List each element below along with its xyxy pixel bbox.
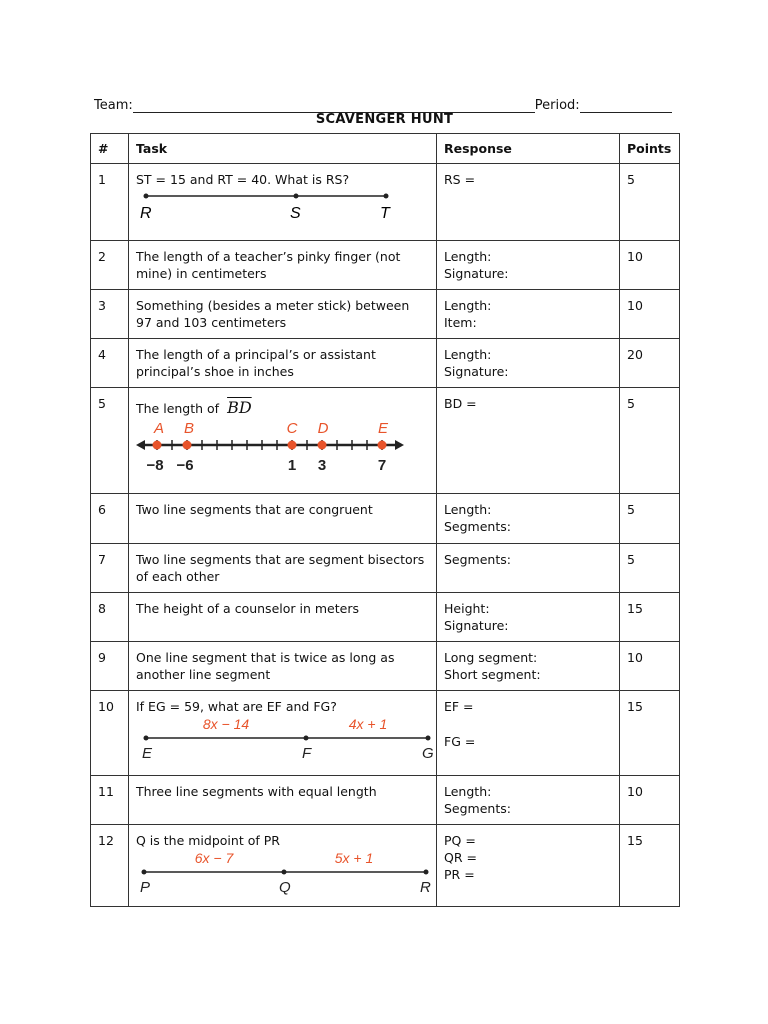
- row-number: 9: [91, 642, 129, 691]
- table-row: [91, 544, 680, 593]
- points-cell: 10: [620, 642, 680, 691]
- task-text: Two line segments that are congruent: [129, 494, 437, 544]
- task-text: If EG = 59, what are EF and FG?: [136, 699, 337, 714]
- response-cell[interactable]: [437, 593, 620, 642]
- row-number: 4: [91, 339, 129, 388]
- response-cell[interactable]: [437, 164, 620, 241]
- period-input-line[interactable]: [580, 98, 672, 113]
- point-label-p: P: [140, 879, 151, 895]
- response-cell[interactable]: [437, 825, 620, 907]
- segment-bd-symbol: $\overline{BD}$: [227, 398, 252, 417]
- table-row: [91, 388, 680, 494]
- points-cell: 15: [620, 691, 680, 776]
- response-label: Signature:: [444, 266, 509, 281]
- response-label: RS =: [444, 172, 476, 187]
- point-label-e: E: [142, 745, 153, 761]
- tick-label: −8: [146, 457, 164, 474]
- tick-label: 3: [317, 457, 327, 474]
- points-cell: 15: [620, 825, 680, 907]
- table-header-row: [91, 134, 680, 164]
- point-label-s: S: [290, 205, 301, 222]
- response-cell[interactable]: [437, 544, 620, 593]
- response-label: FG =: [444, 734, 476, 749]
- expression-qr: 5x + 1: [334, 851, 374, 866]
- table-row: [91, 164, 680, 241]
- point-label-d: D: [317, 420, 329, 437]
- table-row: [91, 290, 680, 339]
- tick-label: 1: [287, 457, 297, 474]
- response-label: Length:: [444, 347, 492, 362]
- response-label: Item:: [444, 315, 477, 330]
- response-label: Signature:: [444, 618, 509, 633]
- response-cell[interactable]: [437, 241, 620, 290]
- row-number: 11: [91, 776, 129, 825]
- point-label-g: G: [422, 745, 434, 761]
- table-row: [91, 825, 680, 907]
- row-number: 1: [91, 164, 129, 241]
- point-label-c: C: [286, 420, 298, 437]
- period-label: Period:: [534, 98, 580, 113]
- task-text: The length of a teacher’s pinky finger (not mine) in centimeters: [129, 241, 437, 290]
- points-cell: 5: [620, 494, 680, 544]
- task-cell: [129, 388, 437, 494]
- scavenger-hunt-table: [90, 133, 680, 907]
- column-header-num: #: [91, 134, 129, 164]
- team-input-line[interactable]: [133, 98, 535, 113]
- point-label-t: T: [380, 205, 390, 222]
- points-cell: 15: [620, 593, 680, 642]
- point-label-r: R: [420, 879, 431, 895]
- response-label: Length:: [444, 249, 492, 264]
- point-label-e: E: [377, 420, 389, 437]
- team-label: Team:: [94, 98, 133, 113]
- page-title: SCAVENGER HUNT: [315, 112, 454, 127]
- task-text: One line segment that is twice as long as another line segment: [129, 642, 437, 691]
- response-label: BD =: [444, 396, 477, 411]
- row-number: 3: [91, 290, 129, 339]
- row-number: 5: [91, 388, 129, 494]
- task-text: The length of: [136, 401, 220, 416]
- expression-pq: 6x − 7: [194, 851, 234, 866]
- response-label: Short segment:: [444, 667, 541, 682]
- point-label-r: R: [140, 205, 152, 222]
- response-cell[interactable]: [437, 642, 620, 691]
- response-label: Segments:: [444, 801, 511, 816]
- task-text: ST = 15 and RT = 40. What is RS?: [136, 172, 350, 187]
- response-label: PR =: [444, 867, 475, 882]
- response-cell[interactable]: [437, 494, 620, 544]
- row-number: 10: [91, 691, 129, 776]
- table-row: [91, 776, 680, 825]
- task-text: The height of a counselor in meters: [129, 593, 437, 642]
- task-text: Two line segments that are segment bisectors of each other: [129, 544, 437, 593]
- task-cell: [129, 691, 437, 776]
- task-text: The length of a principal’s or assistant principal’s shoe in inches: [129, 339, 437, 388]
- points-cell: 10: [620, 241, 680, 290]
- tick-label: −6: [176, 457, 194, 474]
- row-number: 2: [91, 241, 129, 290]
- response-cell[interactable]: [437, 290, 620, 339]
- task-cell: [129, 164, 437, 241]
- column-header-points: Points: [620, 134, 680, 164]
- response-label: Signature:: [444, 364, 509, 379]
- points-cell: 5: [620, 544, 680, 593]
- points-cell: 20: [620, 339, 680, 388]
- column-header-task: Task: [129, 134, 437, 164]
- points-cell: 5: [620, 164, 680, 241]
- table-row: [91, 494, 680, 544]
- segment-rst-figure: [136, 190, 396, 224]
- response-label: Length:: [444, 502, 492, 517]
- response-label: Length:: [444, 298, 492, 313]
- response-cell[interactable]: [437, 691, 620, 776]
- response-label: EF =: [444, 699, 474, 714]
- row-number: 6: [91, 494, 129, 544]
- number-line-figure: [136, 419, 406, 477]
- segment-efg-figure: [136, 717, 436, 761]
- point-label-b: B: [183, 420, 195, 437]
- table-row: [91, 593, 680, 642]
- response-label: Long segment:: [444, 650, 538, 665]
- point-label-f: F: [302, 745, 312, 761]
- task-text: Something (besides a meter stick) between 97 and 103 centimeters: [129, 290, 437, 339]
- header: [94, 93, 676, 113]
- response-label: Height:: [444, 601, 490, 616]
- point-label-q: Q: [279, 879, 291, 895]
- row-number: 12: [91, 825, 129, 907]
- task-text: Q is the midpoint of PR: [136, 833, 280, 848]
- response-label: QR =: [444, 850, 477, 865]
- response-cell[interactable]: [437, 776, 620, 825]
- response-label: Segments:: [444, 552, 511, 567]
- response-cell[interactable]: [437, 388, 620, 494]
- points-cell: 10: [620, 776, 680, 825]
- response-cell[interactable]: [437, 339, 620, 388]
- column-header-response: Response: [437, 134, 620, 164]
- row-number: 7: [91, 544, 129, 593]
- points-cell: 10: [620, 290, 680, 339]
- points-cell: 5: [620, 388, 680, 494]
- point-label-a: A: [153, 420, 165, 437]
- expression-ef: 8x − 14: [202, 717, 250, 732]
- table-row: [91, 642, 680, 691]
- row-number: 8: [91, 593, 129, 642]
- segment-pqr-figure: [136, 851, 436, 895]
- expression-fg: 4x + 1: [348, 717, 388, 732]
- table-row: [91, 339, 680, 388]
- response-label: Length:: [444, 784, 492, 799]
- response-label: PQ =: [444, 833, 476, 848]
- table-row: [91, 241, 680, 290]
- task-cell: [129, 825, 437, 907]
- table-row: [91, 691, 680, 776]
- tick-label: 7: [377, 457, 387, 474]
- response-label: Segments:: [444, 519, 511, 534]
- task-text: Three line segments with equal length: [129, 776, 437, 825]
